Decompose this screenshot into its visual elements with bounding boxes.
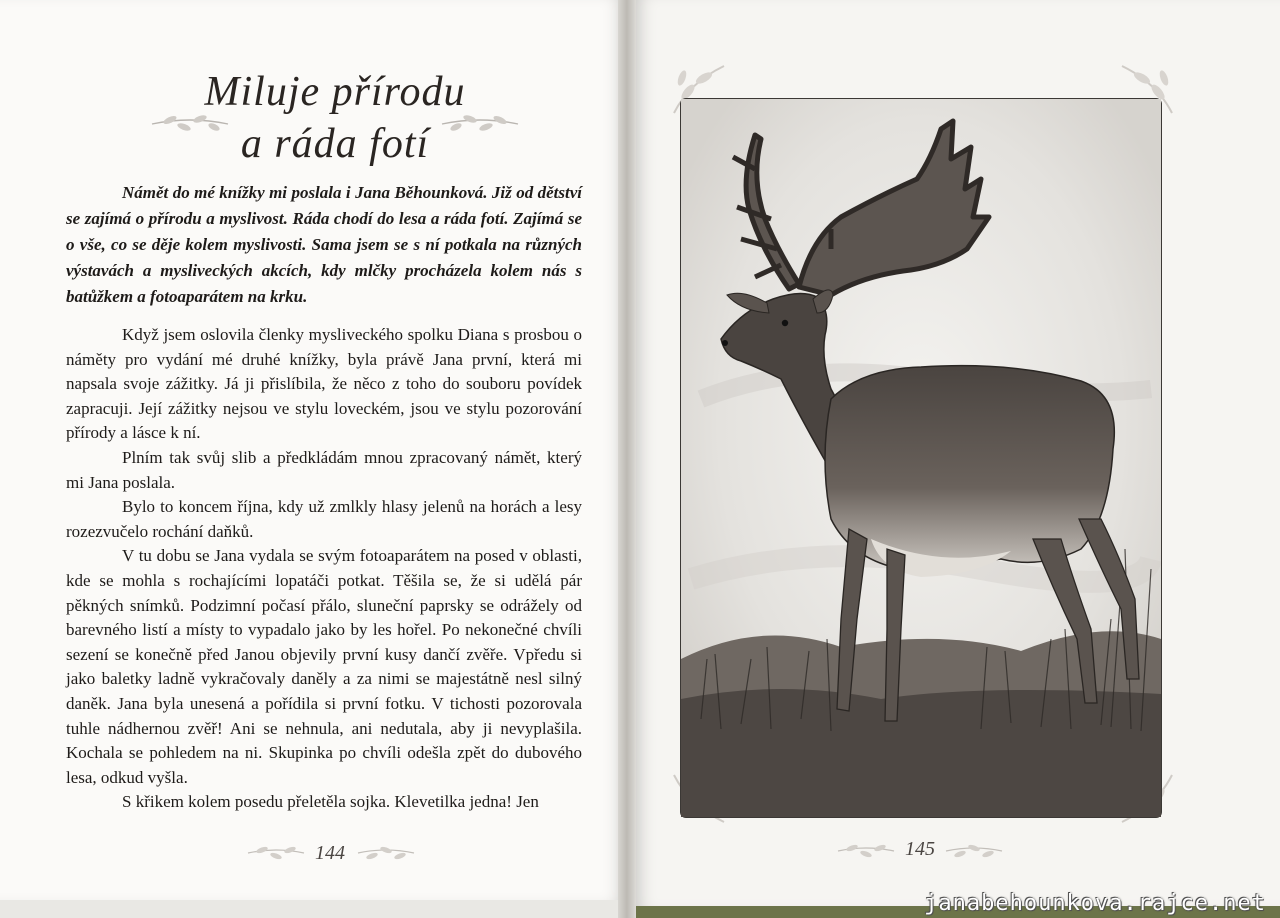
body-text <box>66 323 582 815</box>
watermark-text: janabehounkova.rajce.net <box>924 891 1266 916</box>
paragraph: Plním tak svůj slib a předkládám mnou zpracovaný námět, který mi Jana poslala. <box>66 447 582 492</box>
chapter-title-line2: a ráda fotí <box>240 121 430 167</box>
paragraph: Když jsem oslovila členky mysliveckého spolku Diana s prosbou o náměty pro vydání mé druhé knížky, byla právě Jana první, která mi napsala svoje zážitky. Já ji přislíbila, že něco z toho do souboru povídek zapracuji. Její zážitky nejsou ve stylu loveckém, jsou ve stylu pozorování přírody a lásce k ní. <box>66 325 582 443</box>
chapter-title <box>150 66 520 170</box>
page-number-ornament-icon <box>356 842 416 864</box>
paragraph: Bylo to koncem října, kdy už zmlkly hlasy jelenů na horách a lesy rozezvučelo rochání daňků. <box>66 497 582 541</box>
left-page <box>0 0 624 900</box>
chapter-title-line1: Miluje přírodu <box>204 69 466 115</box>
page-number: 145 <box>905 838 935 860</box>
paragraph: S křikem kolem posedu přeletěla sojka. Klevetilka jedna! Jen <box>122 792 539 812</box>
page-number: 144 <box>315 842 345 864</box>
fallow-deer-illustration <box>681 99 1161 817</box>
paragraph: V tu dobu se Jana vydala se svým fotoaparátem na posed v oblasti, kde se mohla s rochajícími lopatáči potkat. Těšila se, že si udělá pár pěkných snímků. Podzimní počasí přálo, sluneční paprsky se odrážely od barevného listí a místy to vypadalo jako by les hořel. Po nekonečné chvíli sezení se konečně před Janou objevily první kusy dančí zvěře. Vpředu si jako baletky ladně vykračovaly daněly a za nimi se majestátně nesl silný daněk. Jana byla unesená a pořídila si první fotku. V tichosti pozorovala tuhle nádhernou zvěř! Ani se nehnula, ani nedutala, aby ji nevyplašila. Kochala se pohledem na ni. Skupinka po chvíli odešla zpět do dubového lesa, odkud vyšla. <box>66 546 582 787</box>
illustration-frame <box>680 98 1162 818</box>
intro-paragraph: Námět do mé knížky mi poslala i Jana Běhounková. Již od dětství se zajímá o přírodu a myslivost. Ráda chodí do lesa a ráda fotí. Zajímá se o vše, co se děje kolem myslivosti. Sama jsem se s ní potkala na různých výstavách a mysliveckých akcích, kdy mlčky procházela kolem nás s batůžkem a fotoaparátem na krku. <box>66 183 582 306</box>
page-number-ornament-icon <box>944 840 1004 862</box>
